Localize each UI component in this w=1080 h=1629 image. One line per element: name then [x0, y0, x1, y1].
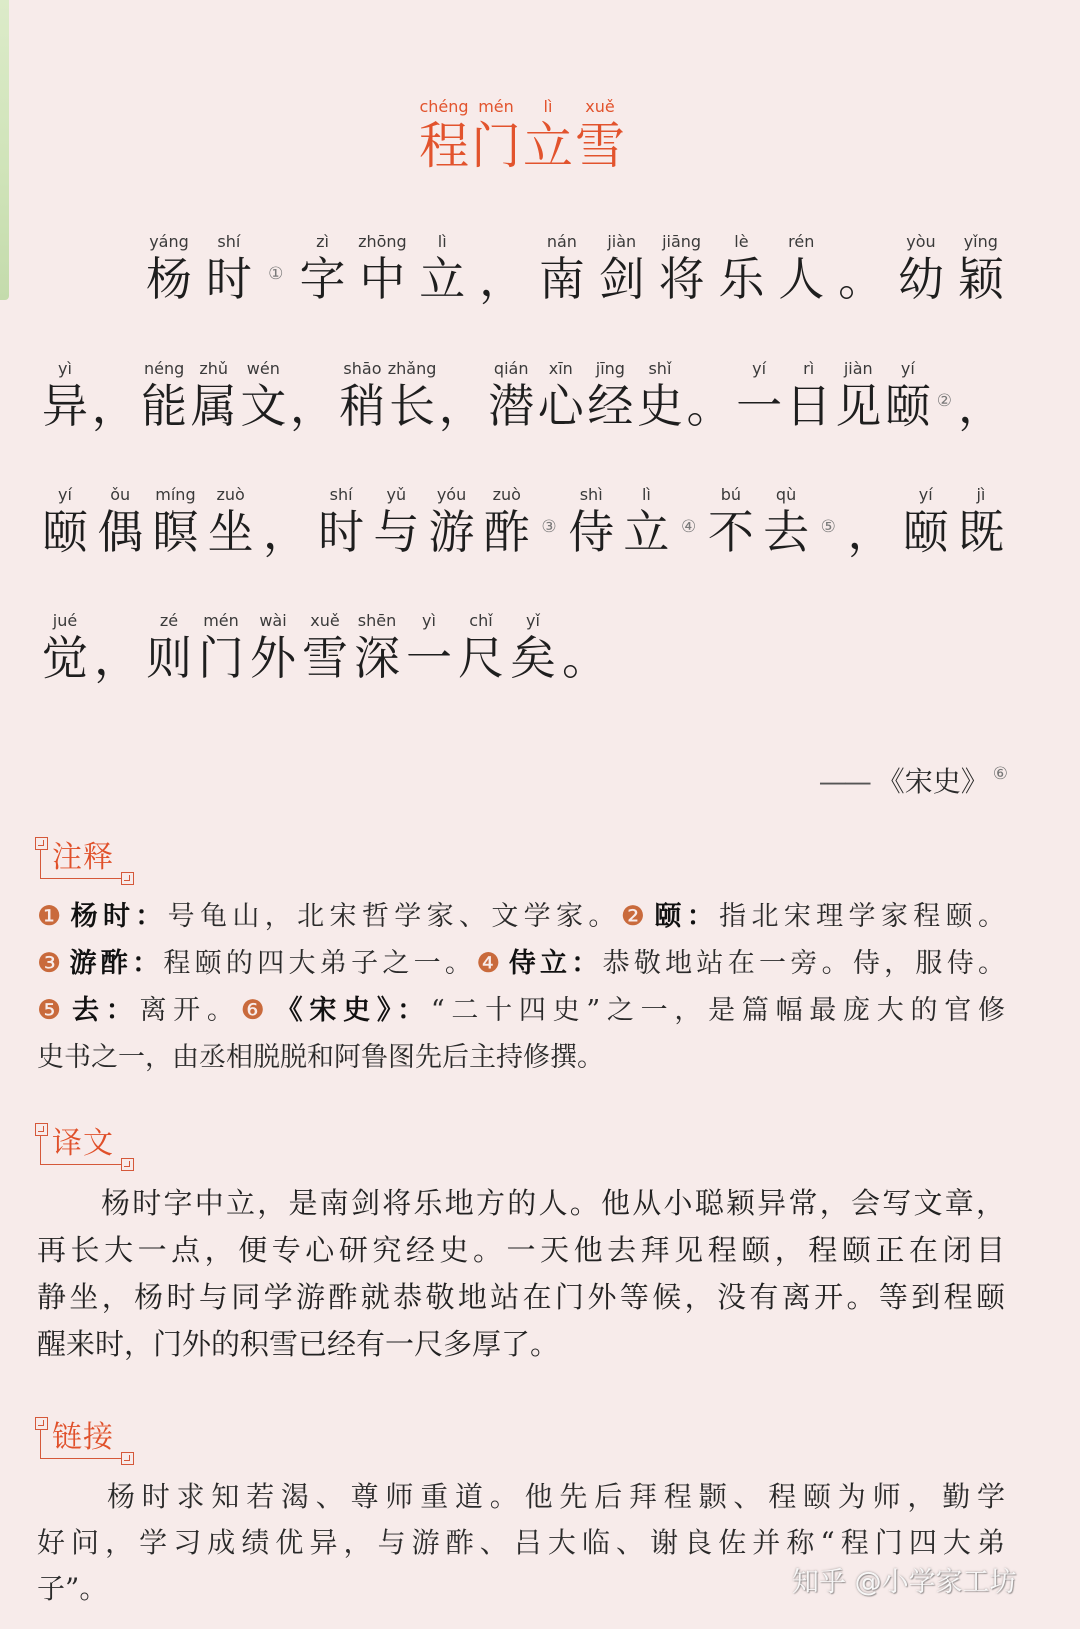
note-definition: 号龟山，北宋哲学家、文学家。 [167, 901, 621, 932]
pinyin: yí [58, 485, 72, 504]
note-definition: 指北宋理学家程颐。 [719, 901, 1006, 932]
pinyin: qián [493, 359, 529, 378]
pinyin: shí [217, 232, 241, 251]
hanzi: 颐 [902, 505, 949, 559]
hanzi: 颖 [957, 252, 1004, 306]
pinyin: jiàn [843, 359, 873, 378]
pinyin: yí [918, 485, 933, 504]
hanzi-with-pinyin [487, 357, 535, 431]
note-number: ③ [541, 517, 557, 537]
pinyin: zì [316, 232, 329, 251]
hanzi-with-pinyin [470, 96, 522, 174]
punctuation [93, 609, 141, 683]
punctuation [91, 357, 139, 431]
hanzi: 矣 [510, 631, 556, 685]
lesson-title [418, 96, 626, 174]
hanzi: 游 [428, 505, 475, 559]
punctuation-mark: ， [847, 505, 894, 559]
hanzi: 杨 [146, 252, 192, 306]
hanzi-with-pinyin [707, 483, 755, 557]
link-heading [36, 1416, 136, 1460]
hanzi-with-pinyin [957, 230, 1005, 304]
note-number: ② [936, 391, 953, 411]
link-line: 杨时求知若渴、尊师重道。他先后拜程颢、程颐为师，勤学 [107, 1480, 1005, 1513]
punctuation [478, 230, 526, 304]
link-line: 好问，学习成绩优异，与游酢、吕大临、谢良佐并称“程门四大弟 [37, 1526, 1005, 1559]
hanzi: 乐 [718, 252, 765, 306]
note-line [37, 893, 1005, 940]
hanzi-with-pinyin [145, 609, 193, 683]
note-number-badge: ❻ [240, 995, 272, 1026]
pinyin: shì [579, 485, 603, 504]
hanzi: 坐 [207, 505, 254, 559]
pinyin: rì [803, 359, 815, 378]
seal-corner-icon [35, 1417, 48, 1430]
punctuation-mark: ， [289, 379, 336, 433]
pinyin: zuò [216, 485, 245, 504]
pinyin: yòu [906, 232, 936, 251]
punctuation-mark: ， [91, 379, 138, 433]
hanzi-with-pinyin [483, 483, 531, 557]
punctuation [847, 483, 895, 557]
hanzi-with-pinyin [762, 483, 810, 557]
seal-corner-icon [121, 1158, 134, 1171]
hanzi: 经 [587, 379, 634, 433]
pinyin: jīng [595, 359, 625, 378]
hanzi: 立 [419, 252, 466, 306]
hanzi: 雪 [302, 631, 348, 685]
pinyin: qù [775, 485, 797, 504]
hanzi: 深 [354, 631, 400, 685]
source-work: 《宋史》 [876, 765, 989, 798]
pinyin: chǐ [469, 611, 493, 630]
notes-body [37, 893, 1005, 1081]
section-title: 译文 [52, 1126, 114, 1161]
pinyin: jiāng [662, 232, 702, 251]
hanzi: 将 [658, 252, 705, 306]
hanzi-with-pinyin [457, 609, 505, 683]
link-line: 子”。 [37, 1572, 108, 1605]
note-number: ④ [681, 517, 697, 537]
hanzi-with-pinyin [338, 357, 386, 431]
note-number-badge: ❷ [620, 901, 651, 932]
hanzi: 颐 [884, 379, 931, 433]
pinyin: míng [155, 485, 196, 504]
pinyin: lì [543, 97, 553, 116]
hanzi: 与 [373, 505, 420, 559]
hanzi: 程 [419, 117, 469, 175]
hanzi-with-pinyin [418, 96, 470, 174]
hanzi: 人 [778, 252, 825, 306]
hanzi-with-pinyin [598, 230, 646, 304]
note-number-badge: ❹ [476, 948, 505, 979]
hanzi: 幼 [897, 252, 944, 306]
hanzi: 去 [763, 505, 810, 559]
hanzi-with-pinyin [622, 483, 670, 557]
hanzi-with-pinyin [897, 230, 945, 304]
note-number: ① [268, 264, 284, 284]
pinyin: néng [144, 359, 185, 378]
hanzi: 立 [523, 117, 573, 175]
hanzi-with-pinyin [785, 357, 833, 431]
pinyin: mén [203, 611, 239, 630]
hanzi: 瞑 [152, 505, 199, 559]
note-marker [538, 483, 560, 557]
pinyin: nán [546, 232, 577, 251]
note-term: 去： [71, 995, 140, 1026]
passage-line [41, 483, 1005, 557]
hanzi-with-pinyin [538, 230, 586, 304]
hanzi-with-pinyin [388, 357, 436, 431]
note-definition: 程颐的四大弟子之一。 [163, 948, 477, 979]
note-definition: 离开。 [139, 995, 241, 1026]
hanzi: 侍 [568, 505, 615, 559]
pinyin: zé [159, 611, 179, 630]
hanzi-with-pinyin [41, 483, 89, 557]
note-marker [265, 230, 287, 304]
hanzi: 门 [198, 631, 244, 685]
hanzi: 长 [389, 379, 436, 433]
note-number-badge: ❶ [37, 901, 67, 932]
note-number-badge: ❸ [37, 948, 66, 979]
pinyin: yí [752, 359, 767, 378]
note-marker [817, 483, 839, 557]
translation-line: 杨时字中立，是南剑将乐地方的人。他从小聪颖异常，会写文章， [101, 1186, 1005, 1220]
hanzi-with-pinyin [207, 483, 255, 557]
note-term: 杨时： [70, 901, 168, 932]
pinyin: zhǔ [199, 359, 229, 378]
pinyin: shí [329, 485, 353, 504]
note-line [37, 940, 1005, 987]
hanzi: 异 [42, 379, 88, 433]
pinyin: xuě [310, 611, 340, 630]
pinyin: lè [734, 232, 749, 251]
hanzi-with-pinyin [428, 483, 476, 557]
translation-body [37, 1180, 1005, 1368]
source-citation [819, 754, 1008, 802]
hanzi: 偶 [97, 505, 144, 559]
pinyin: mén [478, 97, 514, 116]
translation-line: 静坐，杨时与同学游酢就恭敬地站在门外等候，没有离开。等到程颐 [37, 1280, 1005, 1314]
hanzi-with-pinyin [574, 96, 626, 174]
hanzi-with-pinyin [777, 230, 825, 304]
punctuation [289, 357, 337, 431]
pinyin: zhōng [358, 232, 407, 251]
hanzi: 稍 [339, 379, 386, 433]
hanzi: 不 [707, 505, 754, 559]
punctuation [262, 483, 310, 557]
note-term: 《宋史》： [275, 995, 431, 1026]
watermark: 知乎 @小学家工坊 [792, 1567, 1017, 1598]
hanzi: 一 [406, 631, 452, 685]
pinyin: yǔ [386, 485, 407, 504]
note-term: 颐： [654, 901, 720, 932]
hanzi-with-pinyin [249, 609, 297, 683]
hanzi-with-pinyin [317, 483, 365, 557]
pinyin: yí [900, 359, 915, 378]
hanzi: 时 [318, 505, 365, 559]
pinyin: wài [259, 611, 287, 630]
punctuation-mark: 。 [562, 631, 608, 685]
hanzi-with-pinyin [586, 357, 634, 431]
hanzi: 史 [636, 379, 683, 433]
pinyin: ǒu [110, 485, 131, 504]
pinyin: yáng [149, 232, 189, 251]
hanzi: 字 [299, 252, 346, 306]
section-title: 链接 [52, 1420, 114, 1455]
hanzi: 既 [957, 505, 1004, 559]
hanzi-with-pinyin [151, 483, 199, 557]
hanzi: 觉 [42, 631, 88, 685]
hanzi: 能 [141, 379, 188, 433]
pinyin: zhǎng [387, 359, 437, 378]
passage-line [145, 230, 1005, 304]
passage-line [41, 609, 1005, 683]
pinyin: rén [788, 232, 815, 251]
hanzi-with-pinyin [301, 609, 349, 683]
hanzi: 剑 [598, 252, 645, 306]
seal-corner-icon [121, 872, 134, 885]
pinyin: jué [52, 611, 78, 630]
hanzi: 日 [785, 379, 832, 433]
hanzi-with-pinyin [567, 483, 615, 557]
pinyin: shǐ [648, 359, 672, 378]
pinyin: shāo [343, 359, 382, 378]
hanzi-with-pinyin [509, 609, 557, 683]
note-number-badge: ❺ [37, 995, 68, 1026]
page-edge-tab [0, 0, 9, 300]
hanzi-with-pinyin [957, 483, 1005, 557]
punctuation-mark: ， [957, 379, 1004, 433]
passage-line [41, 357, 1005, 431]
pinyin: shēn [357, 611, 397, 630]
hanzi-with-pinyin [636, 357, 684, 431]
hanzi-with-pinyin [522, 96, 574, 174]
hanzi: 文 [240, 379, 287, 433]
hanzi: 则 [146, 631, 192, 685]
section-title: 注释 [52, 840, 114, 875]
hanzi-with-pinyin [418, 230, 466, 304]
punctuation [561, 609, 609, 683]
note-marker: ⑥ [992, 764, 1008, 784]
hanzi-with-pinyin [658, 230, 706, 304]
hanzi-with-pinyin [717, 230, 765, 304]
hanzi-with-pinyin [205, 230, 253, 304]
translation-line: 醒来时，门外的积雪已经有一尺多厚了。 [37, 1327, 560, 1361]
hanzi-with-pinyin [140, 357, 188, 431]
hanzi: 中 [359, 252, 406, 306]
hanzi: 心 [537, 379, 584, 433]
note-marker [933, 357, 955, 431]
hanzi-with-pinyin [834, 357, 882, 431]
hanzi-with-pinyin [353, 609, 401, 683]
hanzi-with-pinyin [902, 483, 950, 557]
hanzi-with-pinyin [358, 230, 406, 304]
pinyin: xuě [585, 97, 615, 116]
punctuation [957, 357, 1005, 431]
source-dash: —— [818, 765, 869, 798]
pinyin: bú [720, 485, 741, 504]
hanzi: 立 [623, 505, 670, 559]
punctuation [438, 357, 486, 431]
hanzi-with-pinyin [372, 483, 420, 557]
translation-line: 再长大一点，便专心研究经史。一天他去拜见程颐，程颐正在闭目 [37, 1233, 1005, 1267]
hanzi-with-pinyin [190, 357, 238, 431]
note-definition: 恭敬地站在一旁。侍，服侍。 [602, 948, 1006, 979]
seal-corner-icon [35, 837, 48, 850]
translation-heading [36, 1122, 136, 1166]
punctuation-mark: 。 [686, 379, 733, 433]
hanzi: 潜 [488, 379, 535, 433]
note-line [37, 1034, 1005, 1081]
pinyin: yǐ [526, 611, 540, 630]
hanzi-with-pinyin [537, 357, 585, 431]
hanzi-with-pinyin [405, 609, 453, 683]
seal-corner-icon [121, 1452, 134, 1465]
punctuation-mark: ， [479, 252, 526, 306]
hanzi: 外 [250, 631, 296, 685]
hanzi: 南 [538, 252, 585, 306]
note-line [37, 987, 1005, 1034]
hanzi: 属 [190, 379, 237, 433]
hanzi: 雪 [575, 117, 625, 175]
pinyin: xīn [548, 359, 573, 378]
seal-corner-icon [35, 1123, 48, 1136]
pinyin: yǐng [963, 232, 998, 251]
pinyin: zuò [492, 485, 521, 504]
note-marker [678, 483, 700, 557]
hanzi-with-pinyin [41, 357, 89, 431]
pinyin: lì [641, 485, 651, 504]
hanzi: 时 [205, 252, 252, 306]
hanzi-with-pinyin [299, 230, 347, 304]
hanzi-with-pinyin [96, 483, 144, 557]
hanzi-with-pinyin [239, 357, 287, 431]
punctuation-mark: 。 [838, 252, 885, 306]
hanzi: 门 [471, 117, 521, 175]
pinyin: jiàn [607, 232, 637, 251]
punctuation [686, 357, 734, 431]
hanzi-with-pinyin [197, 609, 245, 683]
note-term: 侍立： [508, 948, 603, 979]
note-term: 游酢： [69, 948, 164, 979]
notes-heading [36, 836, 136, 880]
pinyin: chéng [419, 97, 469, 116]
punctuation [837, 230, 885, 304]
hanzi-with-pinyin [735, 357, 783, 431]
punctuation-mark: ， [94, 631, 140, 685]
punctuation-mark: ， [438, 379, 485, 433]
hanzi: 颐 [42, 505, 88, 559]
pinyin: jì [976, 485, 986, 504]
hanzi: 尺 [458, 631, 504, 685]
hanzi: 见 [835, 379, 882, 433]
note-definition: “二十四史”之一，是篇幅最庞大的官修 [430, 995, 1006, 1026]
pinyin: wén [246, 359, 280, 378]
pinyin: lì [437, 232, 447, 251]
hanzi-with-pinyin [41, 609, 89, 683]
hanzi: 一 [736, 379, 783, 433]
pinyin: yì [58, 359, 72, 378]
hanzi-with-pinyin [884, 357, 932, 431]
note-definition: 史书之一，由丞相脱脱和阿鲁图先后主持修撰。 [37, 1042, 604, 1073]
pinyin: yóu [436, 485, 467, 504]
hanzi-with-pinyin [145, 230, 193, 304]
hanzi: 酢 [483, 505, 530, 559]
note-number: ⑤ [820, 517, 836, 537]
pinyin: yì [422, 611, 436, 630]
punctuation-mark: ， [262, 505, 309, 559]
